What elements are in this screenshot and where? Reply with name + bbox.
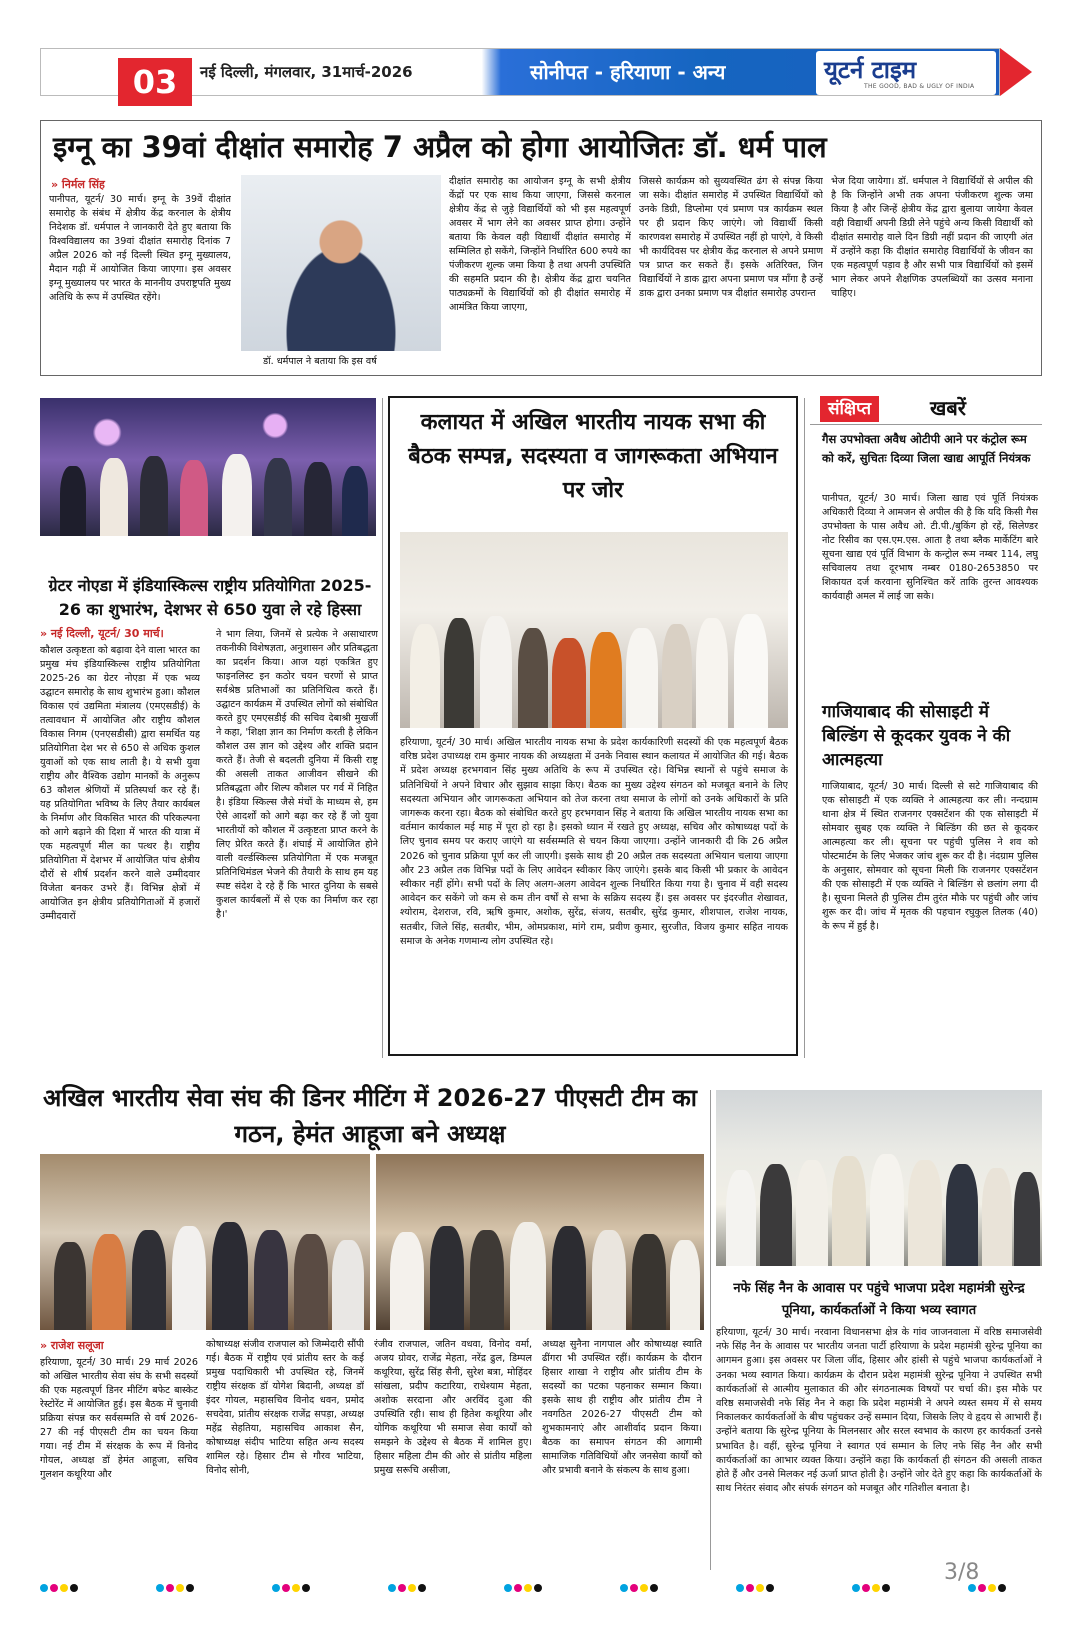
page-indicator: 3/8	[944, 1560, 980, 1585]
brief-headline: गाजियाबाद की सोसाइटी में बिल्डिंग से कूदकर युवक ने की आत्महत्या	[822, 702, 1011, 770]
outdoor-welcome-photo	[716, 1090, 1042, 1266]
briefs-label-red: संक्षिप्त	[820, 396, 879, 422]
divider	[710, 1090, 711, 1570]
article-headline: ग्रेटर नोएडा में इंडियास्किल्स राष्ट्रीय प्रतियोगिता 2025-26 का शुभारंभ, देशभर से 650 युवा ले रहे हिस्सा	[48, 576, 372, 619]
article-byline: » नई दिल्ली, यूटर्न/ 30 मार्च।	[40, 627, 164, 640]
divider	[804, 398, 805, 1058]
print-registration-marks	[736, 1584, 776, 1592]
masthead	[40, 48, 1042, 101]
article-column: रंजीव राजपाल, जतिन वधवा, विनोद वर्मा, अजय ग्रोवर, राजेंद्र मेहता, नरेंद्र ढुल, डिम्पल कथूरिया, सुरेंद्र सिंह सैनी, सुरेश बत्रा, मोहिंदर सांखला, प्रदीप कटारिया, राधेश्याम मेहता, अशोक सरदाना और अरविंद दुआ की उपस्थिति रही। साथ ही हितेश कथूरिया और योगिक कथूरिया भी समाज सेवा कार्यों को समझने के उद्देश्य से बैठक में शामिल हुए। हिसार महिला टीम की ओर से प्रांतीय महिला प्रमुख सरूचि असीजा,	[374, 1339, 532, 1476]
brief-body: पानीपत, यूटर्न/ 30 मार्च। जिला खाद्य एवं पूर्ति नियंत्रक अधिकारी दिव्या ने आमजन से अपील की है कि यदि किसी गैस उपभोक्ता के पास अवैध ओ. टी.पी./बुकिंग हो रहें, सिलेण्डर नोट रिसीव का एस.एम.एस. आता है तथा ब्लैक मार्केटिंग बारे सूचना खाद्य एवं पूर्ति विभाग के कन्ट्रोल रूम नम्बर 114, लघु सचिवालय तथा दूरभाष नम्बर 0180-2653850 पर शिकायत दर्ज करवाना सुनिश्चित करें ताकि तुरन्त आवश्यक कार्यवाही अमल में लाई जा सके।	[822, 493, 1038, 602]
article-column: पानीपत, यूटर्न/ 30 मार्च। इग्नू के 39वें दीक्षांत समारोह के संबंध में क्षेत्रीय केंद्र करनाल के क्षेत्रीय निदेशक डॉ. धर्मपाल ने जानकारी देते हुए बताया कि विश्वविद्यालय का 39वां दीक्षांत समारोह दिनांक 7 अप्रैल 2026 को नई दिल्ली स्थित इग्नू मुख्यालय, मैदान गढ़ी में आयोजित किया जाएगा। इस अवसर इग्नू मुख्यालय पर भारत के माननीय उपराष्ट्रपति मुख्य अतिथि के रूप में उपस्थित रहेंगे।	[49, 194, 231, 303]
article-column: ने भाग लिया, जिनमें से प्रत्येक ने असाधारण तकनीकी विशेषज्ञता, अनुशासन और प्रतिबद्धता का प्रदर्शन किया। आज यहां एकत्रित हुए फाइनलिस्ट इन कठोर चयन चरणों से प्राप्त सर्वश्रेष्ठ प्रतिभाओं का प्रतिनिधित्व करते हैं। उद्घाटन कार्यक्रम में उपस्थित लोगों को संबोधित करते हुए एमएसडीई की सचिव देबाश्री मुखर्जी ने कहा, 'शिक्षा ज्ञान का निर्माण करती है लेकिन कौशल उस ज्ञान को उद्देश्य और शक्ति प्रदान करते हैं। तेजी से बदलती दुनिया में किसी राष्ट्र की असली ताकत आजीवन सीखने की प्रतिबद्धता और शिल्प कौशल पर गर्व में निहित है। इंडिया स्किल्स जैसे मंचों के माध्यम से, हम ऐसे आदर्शों को आगे बढ़ा कर रहे हैं जो युवा भारतीयों को कौशल में उत्कृष्टता प्राप्त करने के लिए प्रेरित करते हैं। शंघाई में आयोजित होने वाली वर्ल्डस्किल्स प्रतियोगिता में एक मजबूत प्रतिनिधिमंडल भेजने की तैयारी के साथ हम यह स्पष्ट संदेश दे रहे हैं कि भारत दुनिया के सबसे कुशल कार्यबलों में से एक का निर्माण कर रहा है।'	[216, 629, 378, 920]
newspaper-page	[40, 48, 1042, 1598]
section-title: सोनीपत - हरियाणा - अन्य	[530, 60, 726, 84]
print-registration-marks	[504, 1584, 544, 1592]
news-briefs	[810, 394, 1042, 1058]
article-column: अध्यक्ष सुनैना नागपाल और कोषाध्यक्ष स्वाति ढींगरा भी उपस्थित रहीं। कार्यक्रम के दौरान हिसार शाखा ने राष्ट्रीय और प्रांतीय टीम के सदस्यों का पटका पहनाकर सम्मान किया। इसके साथ ही राष्ट्रीय और प्रांतीय टीम ने नवगठित 2026-27 पीएसटी टीम को शुभकामनाएं और आशीर्वाद प्रदान किया। बैठक का समापन संगठन की आगामी सामाजिक गतिविधियों और जनसेवा कार्यों को और प्रभावी बनाने के संकल्प के साथ हुआ।	[542, 1339, 702, 1476]
article-column: जिससे कार्यक्रम को सुव्यवस्थित ढंग से संपन्न किया जा सके। दीक्षांत समारोह में उपस्थित विद्यार्थियों को उनके डिग्री, डिप्लोमा एवं प्रमाण पत्र कार्यक्रम स्थल पर ही प्रदान किए जाएंगे। जो विद्यार्थी किसी कारणवश समारोह में उपस्थित नहीं हो पाएंगे, वे किसी भी कार्यदिवस पर क्षेत्रीय केंद्र करनाल से अपने प्रमाण पत्र प्राप्त कर सकते हैं। इसके अतिरिक्त, जिन विद्यार्थियों ने डाक द्वारा अपना प्रमाण पत्र माँगा है उन्हें डाक द्वारा उनका प्रमाण पत्र दीक्षांत समारोह उपरान्त	[639, 176, 823, 299]
article-headline: इग्नू का 39वां दीक्षांत समारोह 7 अप्रैल को होगा आयोजितः डॉ. धर्म पाल	[53, 130, 827, 164]
logo-tagline: THE GOOD, BAD & UGLY OF INDIA	[864, 83, 975, 90]
article-byline: » राजेश सलूजा	[40, 1339, 104, 1352]
article-nayak-sabha	[388, 396, 798, 1056]
group-photo-left	[40, 1154, 370, 1330]
article-column: कौशल उत्कृष्टता को बढ़ावा देने वाला भारत का प्रमुख मंच इंडियास्किल्स राष्ट्रीय प्रतियोगिता 2025-26 का ग्रेटर नोएडा में एक भव्य उद्घाटन समारोह के साथ शुभारंभ हुआ। कौशल विकास एवं उद्यमिता मंत्रालय (एमएसडीई) के तत्वावधान में आयोजित और राष्ट्रीय कौशल विकास निगम (एनएसडीसी) द्वारा समर्थित यह प्रतियोगिता देश भर से 650 से अधिक कुशल युवाओं को एक साथ लाती है। ये सभी युवा राष्ट्रीय और वैश्विक उद्योग मानकों के अनुरूप 63 कौशल श्रेणियों में प्रतिस्पर्धा कर रहे हैं। यह प्रतियोगिता भविष्य के लिए तैयार कार्यबल के निर्माण और विकसित भारत की परिकल्पना को आगे बढ़ाने की दिशा में भारत की यात्रा में एक महत्वपूर्ण मील का पत्थर है। राष्ट्रीय प्रतियोगिता में देशभर में आयोजित पांच क्षेत्रीय दौरों से शीर्ष प्रदर्शन करने वाले उम्मीदवार विजेता बनकर उभरे हैं। विभिन्न क्षेत्रों में आयोजित इन क्षेत्रीय प्रतियोगिताओं में हजारों उम्मीदवारों	[40, 645, 200, 922]
article-headline: कलायत में अखिल भारतीय नायक सभा की बैठक सम्पन्न, सदस्यता व जागरूकता अभियान पर जोर	[408, 410, 778, 503]
photo-caption: डॉ. धर्मपाल ने बताया कि इस वर्ष	[263, 356, 377, 367]
ceremony-stage-photo	[40, 398, 376, 536]
edition-date: नई दिल्ली, मंगलवार, 31मार्च-2026	[200, 63, 413, 81]
print-registration-marks	[388, 1584, 428, 1592]
brief-body: गाजियाबाद, यूटर्न/ 30 मार्च। दिल्ली से सटे गाजियाबाद की एक सोसाइटी में एक व्यक्ति ने आत्महत्या कर ली। नन्दग्राम थाना क्षेत्र में स्थित राजनगर एक्सटेंशन की एक सोसाइटी में सोमवार सुबह एक व्यक्ति ने बिल्डिंग की छत से कूदकर आत्महत्या कर ली। सूचना पर पहुंची पुलिस ने शव को पोस्टमार्टम के लिए भेजकर जांच शुरू कर दी है। नंदग्राम पुलिस के अनुसार, सोमवार को सूचना मिली कि राजनगर एक्सटेंशन की एक सोसाइटी में एक व्यक्ति ने बिल्डिंग से छलांग लगा दी है। सूचना मिलते ही पुलिस टीम तुरंत मौके पर पहुंची और जांच शुरू कर दी। जांच में मृतक की पहचान रघुकुल तिलक (40) के रूप में हुई है।	[822, 781, 1038, 932]
article-byline: » निर्मल सिंह	[51, 178, 105, 191]
divider	[382, 398, 383, 1058]
print-registration-marks	[852, 1584, 892, 1592]
article-ignou-convocation	[40, 120, 1042, 376]
briefs-header	[810, 394, 1042, 424]
divider	[810, 424, 1042, 425]
print-registration-marks	[272, 1584, 312, 1592]
logo-text: यूटर्न टाइम	[824, 55, 917, 84]
masthead-arrow	[1000, 48, 1032, 96]
article-column: भेज दिया जायेगा। डॉ. धर्मपाल ने विद्यार्थियों से अपील की है कि जिन्होंने अभी तक अपना पंजीकरण शुल्क जमा किया है और जिन्हें क्षेत्रीय केंद्र द्वारा बुलाया जायेगा केवल वही विद्यार्थी अपनी डिग्री लेने पहुंचे अन्य किसी विद्यार्थी को दीक्षांत समारोह वाले दिन डिग्री नहीं प्रदान की जाएगी अंत में उन्होंने कहा कि दीक्षांत समारोह विद्यार्थियों के जीवन का एक महत्वपूर्ण पड़ाव है और सभी पात्र विद्यार्थियों को इसमें भाग लेकर अपने शैक्षणिक उपलब्धियों का उत्सव मनाना चाहिए।	[831, 176, 1033, 299]
group-meeting-photo	[400, 532, 788, 728]
article-headline: नफे सिंह नैन के आवास पर पहुंचे भाजपा प्रदेश महामंत्री सुरेन्द्र पूनिया, कार्यकर्ताओं ने किया भव्य स्वागत	[733, 1281, 1025, 1318]
article-column: दीक्षांत समारोह का आयोजन इग्नू के सभी क्षेत्रीय केंद्रों पर एक साथ किया जाएगा, जिससे करनाल क्षेत्रीय केंद्र से जुड़े विद्यार्थियों को भी इस महत्वपूर्ण अवसर में भाग लेने का अवसर प्राप्त होगा। उन्होंने बताया कि केवल वही विद्यार्थी दीक्षांत समारोह में सम्मिलित हो सकेंगे, जिन्होंने निर्धारित 600 रुपये का पंजीकरण शुल्क जमा किया है तथा अपनी उपस्थिति की सहमति प्रदान की है। क्षेत्रीय केंद्र द्वारा चयनित पाठ्यक्रमों के विद्यार्थियों को ही दीक्षांत समारोह में आमंत्रित किया जाएगा,	[449, 176, 631, 313]
article-column: हरियाणा, यूटर्न/ 30 मार्च। 29 मार्च 2026 को अखिल भारतीय सेवा संघ के सभी सदस्यों की एक महत्वपूर्ण डिनर मीटिंग बफेट बास्केट रेस्टोरेंट में आयोजित हुई। इस बैठक में चुनावी प्रक्रिया संपन्न कर सर्वसम्मति से वर्ष 2026-27 की नई पीएसटी टीम का चयन किया गया। नई टीम में संरक्षक के रूप में विनोद गोयल, अध्यक्ष डॉ हेमंत आहूजा, सचिव गुलशन कथूरिया और	[40, 1357, 198, 1480]
brief-headline: गैस उपभोक्ता अवैध ओटीपी आने पर कंट्रोल रूम को करें, सुचितः दिव्या जिला खाद्य आपूर्ति नियंत्रक	[822, 432, 1031, 465]
portrait-photo	[241, 175, 441, 351]
print-registration-marks	[968, 1584, 1008, 1592]
print-registration-marks	[156, 1584, 196, 1592]
article-body: हरियाणा, यूटर्न/ 30 मार्च। नरवाना विधानसभा क्षेत्र के गांव जाजनवाला में वरिष्ठ समाजसेवी नफे सिंह नैन के आवास पर भारतीय जनता पार्टी हरियाणा के प्रदेश महामंत्री सुरेन्द्र पूनिया का आगमन हुआ। इस अवसर पर जिला जींद, हिसार और हांसी से पहुंचे भाजपा कार्यकर्ताओं ने उनका भव्य स्वागत किया। कार्यक्रम के दौरान प्रदेश महामंत्री सुरेन्द्र पूनिया ने उपस्थित सभी कार्यकर्ताओं से आत्मीय मुलाकात की और संगठनात्मक विषयों पर चर्चा की। इस मौके पर वरिष्ठ समाजसेवी नफे सिंह नैन ने कहा कि प्रदेश महामंत्री ने अपने व्यस्त समय में से समय निकालकर कार्यकर्ताओं के बीच पहुंचकर उन्हें सम्मान दिया, जिसके लिए वे हृदय से आभारी हैं। उन्होंने बताया कि सुरेन्द्र पूनिया के मिलनसार और सरल स्वभाव के कारण हर कार्यकर्ता उनसे प्रभावित है। वहीं, सुरेन्द्र पूनिया ने स्वागत एवं सम्मान के लिए नफे सिंह नैन और सभी कार्यकर्ताओं का आभार व्यक्त किया। उन्होंने कहा कि कार्यकर्ता ही संगठन की असली ताकत होते हैं और उनसे मिलकर नई ऊर्जा प्राप्त होती है। उन्होंने जोर देते हुए कहा कि कार्यकर्ताओं के साथ निरंतर संवाद और संपर्क संगठन को मजबूत और गतिशील बनाता है।	[716, 1327, 1042, 1495]
newspaper-logo	[816, 51, 996, 95]
print-registration-marks	[40, 1584, 80, 1592]
group-photo-right	[376, 1154, 704, 1330]
briefs-label: खबरें	[930, 396, 966, 420]
article-column: कोषाध्यक्ष संजीव राजपाल को जिम्मेदारी सौंपी गई। बैठक में राष्ट्रीय एवं प्रांतीय स्तर के कई प्रमुख पदाधिकारी भी उपस्थित रहे, जिनमें राष्ट्रीय संरक्षक डॉ योगेश बिदानी, अध्यक्ष डॉ इंदर गोयल, महासचिव विनोद धवन, प्रमोद सचदेवा, प्रांतीय संरक्षक राजेंद्र सपड़ा, अध्यक्ष महेंद्र सेहतिया, महासचिव आकाश सैन, कोषाध्यक्ष संदीप भाटिया सहित अन्य सदस्य शामिल रहे। हिसार टीम से गौरव भाटिया, विनोद सोनी,	[206, 1339, 364, 1476]
article-body: हरियाणा, यूटर्न/ 30 मार्च। अखिल भारतीय नायक सभा के प्रदेश कार्यकारिणी सदस्यों की एक महत्वपूर्ण बैठक वरिष्ठ प्रदेश उपाध्यक्ष राम कुमार नायक की अध्यक्षता में उनके निवास स्थान कलायत में आयोजित की गई। बैठक में प्रदेश अध्यक्ष हरभगवान सिंह मुख्य अतिथि के रूप में उपस्थित रहे। विभिन्न स्थानों से पहुंचे समाज के प्रतिनिधियों ने अपने विचार और सुझाव साझा किए। बैठक का मुख्य उद्देश्य संगठन को मजबूत बनाने के लिए सदस्यता अभियान और जागरूकता अभियान को तेज करना तथा समाज के लोगों को उनके अधिकारों के प्रति जागरूक करना रहा। बैठक को संबोधित करते हुए हरभगवान सिंह ने बताया कि अखिल भारतीय नायक सभा का वर्तमान कार्यकाल मई माह में पूरा हो रहा है। इसको ध्यान में रखते हुए अध्यक्ष, सचिव और कोषाध्यक्ष पदों के लिए चुनाव समय पर कराए जाएंगे या सर्वसम्मति से चयन किया जाएगा। उन्होंने जानकारी दी कि 26 अप्रैल 2026 को चुनाव प्रक्रिया पूर्ण कर ली जाएगी। इसके साथ ही 20 अप्रैल तक सदस्यता अभियान चलाया जाएगा और 23 अप्रैल तक विभिन्न पदों के लिए आवेदन स्वीकार किए जाएंगे। इसके बाद किसी भी प्रकार के आवेदन स्वीकार नहीं होंगे। सभी पदों के लिए अलग-अलग आवेदन शुल्क निर्धारित किया गया है। चुनाव में वही सदस्य आवेदन कर सकेंगे जो कम से कम तीन वर्षों से सभा के सक्रिय सदस्य हैं। इस अवसर पर इंदरजीत शेखावत, श्योराम, देशराज, रवि, ऋषि कुमार, अशोक, सुरेंद्र, संजय, सतबीर, सुरेंद्र कुमार, शीशपाल, राजेश नायक, सतबीर, जिले सिंह, सतबीर, भीम, ओमप्रकाश, मांगे राम, प्रवीण कुमार, सुरजीत, विजय कुमार सहित नायक समाज के अनेक गणमान्य लोग उपस्थित रहे।	[400, 737, 788, 947]
page-number-badge: 03	[118, 58, 192, 106]
print-registration-marks	[620, 1584, 660, 1592]
article-headline: अखिल भारतीय सेवा संघ की डिनर मीटिंग में 2026-27 पीएसटी टीम का गठन, हेमंत आहूजा बने अध्यक्ष	[43, 1084, 697, 1148]
